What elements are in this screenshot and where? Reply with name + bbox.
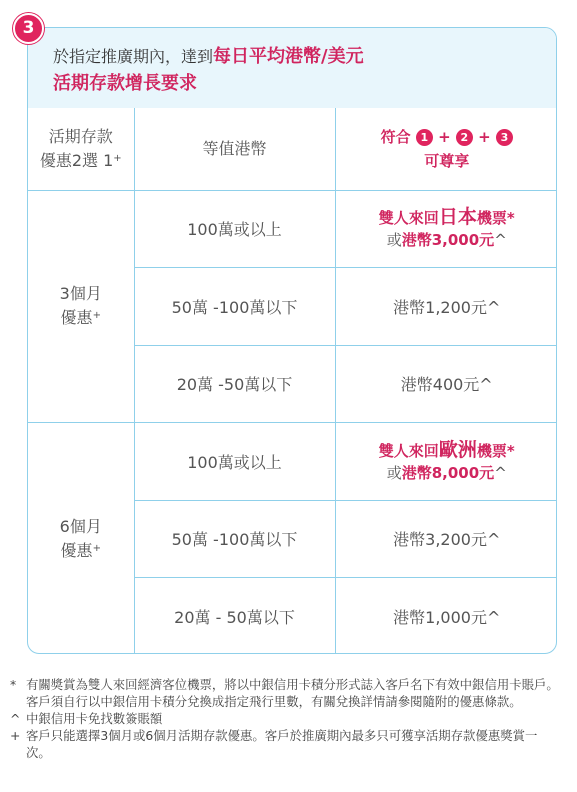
footnote-text: 有關獎賞為雙人來回經濟客位機票，將以中銀信用卡積分形式誌入客戶名下有效中銀信用卡賬戶。客戶須自行以中銀信用卡積分兌換成指定飛行里數，有關兌換詳情請參閱隨附的優惠條款。: [26, 677, 559, 709]
reward-cell: 港幣1,200元^: [335, 268, 557, 346]
period-line2: 優惠: [60, 540, 93, 560]
footnote-item: [10, 727, 562, 761]
reward-cell: 港幣3,200元^: [335, 500, 557, 578]
col3-plus-1: +: [438, 127, 451, 146]
flight-reward-line: [336, 206, 558, 229]
offer-table: [28, 108, 557, 654]
step-number-badge: 3: [13, 13, 44, 44]
flight-reward-prefix: 雙人來回: [378, 209, 439, 228]
condition-1-badge: 1: [416, 129, 433, 146]
footnote-mark: +: [10, 728, 21, 743]
condition-2-badge: 2: [456, 129, 473, 146]
flight-destination: 歐洲: [438, 438, 477, 461]
alt-reward-caret: ^: [494, 463, 507, 482]
flight-reward-prefix: 雙人來回: [378, 441, 439, 460]
col1-header-line1: 活期存款: [48, 126, 113, 146]
card-header: [28, 28, 556, 108]
col1-header-line2: 優惠2選 1: [39, 150, 114, 170]
amount-cell: 20萬 -50萬以下: [134, 345, 335, 423]
flight-reward-line: [336, 439, 558, 462]
table-header-row: [28, 108, 557, 190]
reward-cell: 港幣400元^: [335, 345, 557, 423]
alt-reward-or: 或: [386, 463, 402, 482]
table-row: [28, 190, 557, 268]
col1-header-mark: +: [113, 152, 122, 164]
table-row: [28, 423, 557, 501]
alt-reward-amount: 港幣3,000元: [401, 231, 495, 250]
flight-reward-suffix: 機票*: [476, 209, 515, 228]
header-line1-plain: 於指定推廣期內，達到: [53, 47, 214, 66]
flight-reward-suffix: 機票*: [476, 441, 515, 460]
footnotes: [10, 676, 562, 761]
col3-plus-2: +: [478, 127, 491, 146]
alt-reward-or: 或: [386, 231, 402, 250]
header-line1-highlight: 每日平均港幣/美元: [213, 46, 364, 67]
period-cell-3-months: [28, 190, 134, 423]
col-header-deposit-offer: [28, 108, 134, 190]
col3-header-line2: 可尊享: [424, 151, 470, 170]
reward-cell: [335, 190, 557, 268]
amount-cell: 20萬 - 50萬以下: [134, 578, 335, 655]
col3-header-prefix: 符合: [380, 127, 411, 146]
alt-reward-caret: ^: [494, 231, 507, 250]
amount-cell: 50萬 -100萬以下: [134, 500, 335, 578]
reward-cell: 港幣1,000元^: [335, 578, 557, 655]
flight-destination: 日本: [438, 206, 477, 229]
footnote-item: [10, 676, 562, 710]
reward-cell: [335, 423, 557, 501]
footnote-text: 中銀信用卡免找數簽賬額: [26, 711, 163, 726]
footnote-mark: *: [10, 677, 17, 692]
alt-reward-amount: 港幣8,000元: [401, 463, 495, 482]
period-line1: 3個月: [59, 284, 102, 304]
period-mark: +: [92, 542, 101, 554]
footnote-mark: ^: [10, 711, 21, 726]
condition-3-badge: 3: [496, 129, 513, 146]
amount-cell: 100萬或以上: [134, 190, 335, 268]
amount-cell: 100萬或以上: [134, 423, 335, 501]
col3-header-line1: [336, 125, 558, 149]
alt-reward-line: [336, 462, 558, 484]
offer-card: [27, 27, 557, 654]
period-line2: 優惠: [60, 308, 93, 328]
footnote-item: [10, 710, 562, 727]
header-line1: [53, 42, 364, 68]
col-header-hkd-equivalent: 等值港幣: [134, 108, 335, 190]
period-line1: 6個月: [59, 516, 102, 536]
amount-cell: 50萬 -100萬以下: [134, 268, 335, 346]
alt-reward-line: [336, 229, 558, 251]
period-mark: +: [92, 310, 101, 322]
period-cell-6-months: [28, 423, 134, 655]
col-header-reward: [335, 108, 557, 190]
footnote-text: 客戶只能選擇3個月或6個月活期存款優惠。客戶於推廣期內最多只可獲享活期存款優惠獎賞一次。: [26, 728, 538, 760]
header-line2: 活期存款增長要求: [53, 73, 197, 94]
